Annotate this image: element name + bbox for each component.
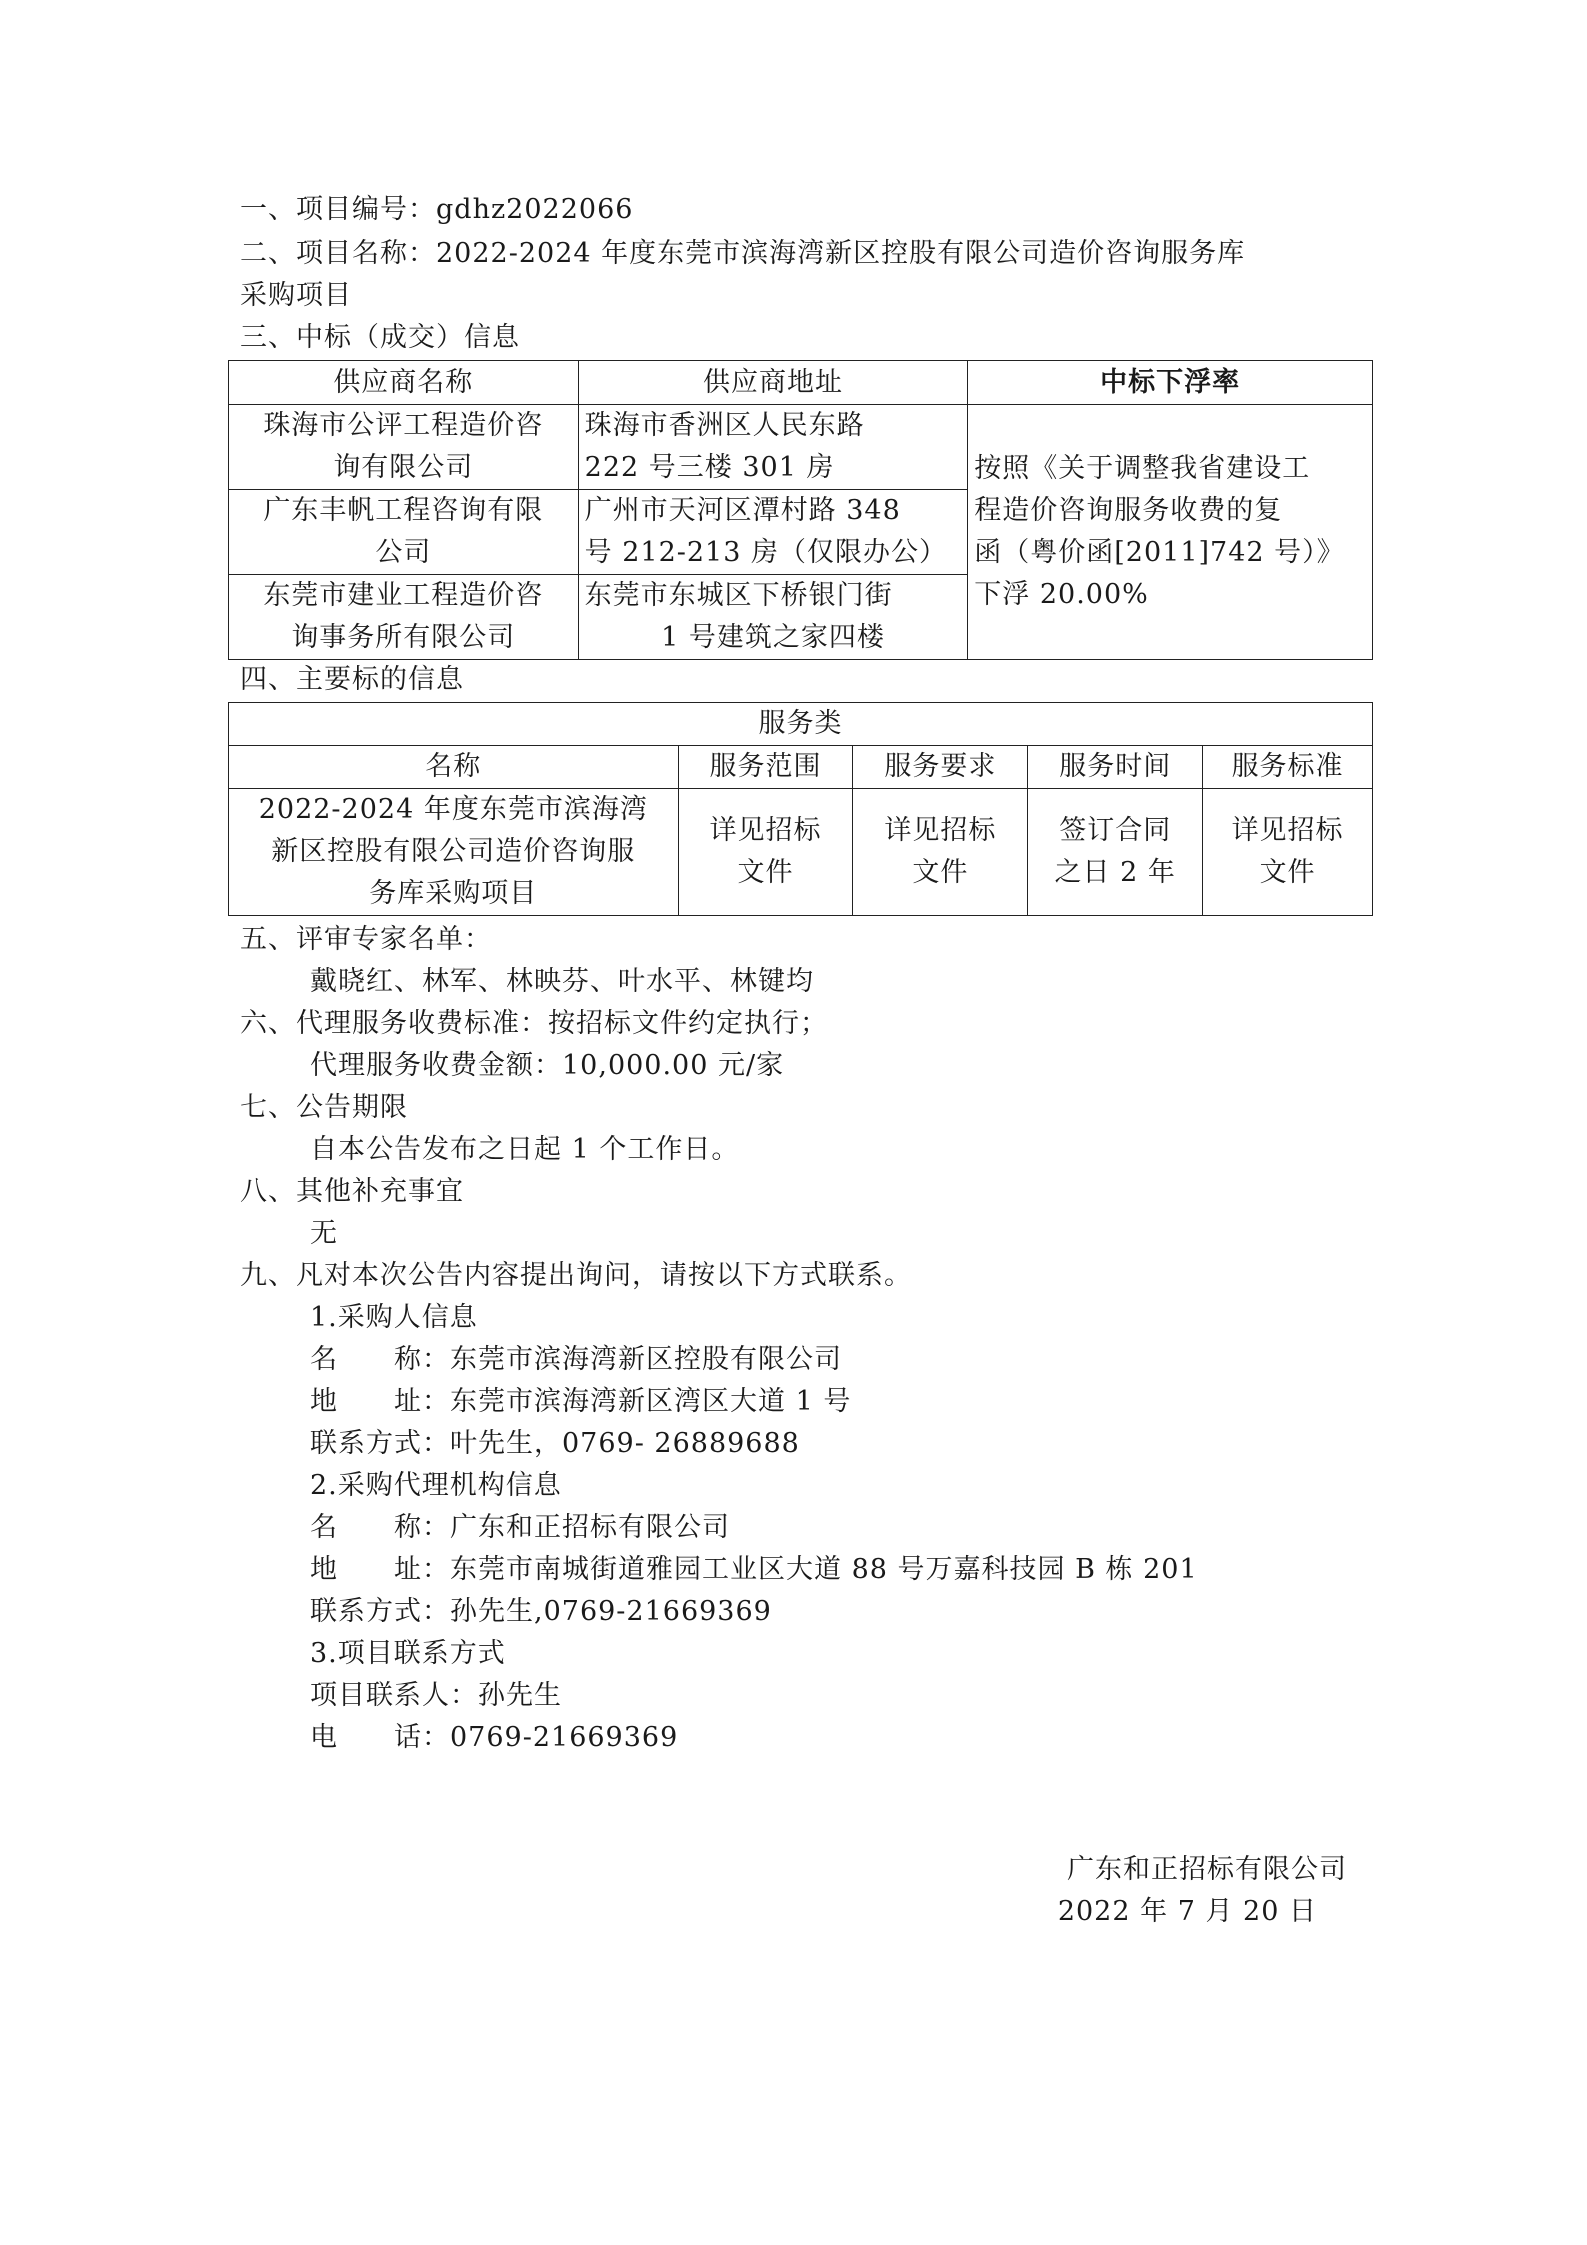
buyer-address: 地 址：东莞市滨海湾新区湾区大道 1 号 xyxy=(310,1386,852,1417)
signature-date: 2022 年 7 月 20 日 xyxy=(1057,1896,1317,1927)
scope-line: 详见招标 xyxy=(709,815,822,846)
discount-rate-line: 按照《关于调整我省建设工 xyxy=(974,453,1311,484)
requirement-line: 文件 xyxy=(912,857,969,888)
supplier-name-line: 询事务所有限公司 xyxy=(291,622,516,653)
time-line: 之日 2 年 xyxy=(1054,857,1176,888)
supplier-address-line: 珠海市香洲区人民东路 xyxy=(584,410,865,441)
header-time: 服务时间 xyxy=(1028,746,1203,789)
scope-cell xyxy=(678,789,853,916)
section-project-name-cont: 采购项目 xyxy=(240,280,352,311)
discount-rate-line: 程造价咨询服务收费的复 xyxy=(974,495,1283,526)
supplier-address-cell xyxy=(578,575,968,660)
supplier-address-line: 东莞市东城区下桥银门街 xyxy=(584,580,893,611)
other-body: 无 xyxy=(310,1218,338,1249)
table-row xyxy=(229,789,1373,916)
agency-fee-amount: 代理服务收费金额：10,000.00 元/家 xyxy=(310,1050,785,1081)
agent-name: 名 称：广东和正招标有限公司 xyxy=(310,1512,730,1543)
supplier-name-cell xyxy=(229,575,579,660)
requirement-line: 详见招标 xyxy=(884,815,997,846)
time-line: 签订合同 xyxy=(1059,815,1172,846)
section-subject-info: 四、主要标的信息 xyxy=(240,664,464,695)
subject-name-line: 新区控股有限公司造价咨询服 xyxy=(271,836,636,867)
project-contact-title: 3.项目联系方式 xyxy=(310,1638,506,1669)
header-supplier-name: 供应商名称 xyxy=(229,361,579,405)
agent-info-title: 2.采购代理机构信息 xyxy=(310,1470,562,1501)
discount-rate-line: 下浮 20.00% xyxy=(974,579,1149,610)
standard-line: 详见招标 xyxy=(1231,815,1344,846)
experts-list: 戴晓红、林军、林映芬、叶水平、林键均 xyxy=(310,966,814,997)
supplier-name-line: 询有限公司 xyxy=(333,452,474,483)
supplier-name-line: 公司 xyxy=(375,537,432,568)
supplier-address-line: 广州市天河区潭村路 348 xyxy=(584,495,901,526)
supplier-name-line: 东莞市建业工程造价咨 xyxy=(263,580,544,611)
buyer-name: 名 称：东莞市滨海湾新区控股有限公司 xyxy=(310,1344,842,1375)
subject-table xyxy=(228,702,1373,916)
section-winner-info: 三、中标（成交）信息 xyxy=(240,322,520,353)
section-notice-period: 七、公告期限 xyxy=(240,1092,408,1123)
supplier-name-line: 广东丰帆工程咨询有限 xyxy=(263,495,544,526)
agent-address: 地 址：东莞市南城街道雅园工业区大道 88 号万嘉科技园 B 栋 201 xyxy=(310,1554,1198,1585)
buyer-info-title: 1.采购人信息 xyxy=(310,1302,478,1333)
section-other: 八、其他补充事宜 xyxy=(240,1176,464,1207)
section-experts: 五、评审专家名单： xyxy=(240,924,492,955)
header-discount-rate: 中标下浮率 xyxy=(968,361,1373,405)
agent-contact: 联系方式：孙先生,0769-21669369 xyxy=(310,1596,772,1627)
header-standard: 服务标准 xyxy=(1203,746,1373,789)
header-supplier-address: 供应商地址 xyxy=(578,361,968,405)
discount-rate-line: 函（粤价函[2011]742 号）》 xyxy=(974,537,1345,568)
notice-period-body: 自本公告发布之日起 1 个工作日。 xyxy=(310,1134,740,1165)
header-name: 名称 xyxy=(229,746,679,789)
section-project-name: 二、项目名称：2022-2024 年度东莞市滨海湾新区控股有限公司造价咨询服务库 xyxy=(240,238,1246,269)
header-scope: 服务范围 xyxy=(678,746,853,789)
supplier-address-cell xyxy=(578,405,968,490)
supplier-address-line: 1 号建筑之家四楼 xyxy=(661,622,885,653)
scope-line: 文件 xyxy=(737,857,794,888)
buyer-contact: 联系方式：叶先生，0769- 26889688 xyxy=(310,1428,800,1459)
project-contact-person: 项目联系人：孙先生 xyxy=(310,1680,562,1711)
signature-company: 广东和正招标有限公司 xyxy=(1067,1854,1347,1885)
supplier-address-line: 号 212-213 房（仅限办公） xyxy=(584,537,947,568)
standard-line: 文件 xyxy=(1259,857,1316,888)
discount-rate-cell xyxy=(968,405,1373,660)
supplier-name-cell xyxy=(229,490,579,575)
requirement-cell xyxy=(853,789,1028,916)
supplier-name-line: 珠海市公评工程造价咨 xyxy=(263,410,544,441)
winners-table xyxy=(228,360,1373,660)
supplier-address-line: 222 号三楼 301 房 xyxy=(584,452,835,483)
section-agency-fee: 六、代理服务收费标准：按招标文件约定执行； xyxy=(240,1008,828,1039)
subject-name-cell xyxy=(229,789,679,916)
time-cell xyxy=(1028,789,1203,916)
supplier-name-cell xyxy=(229,405,579,490)
table-row xyxy=(229,405,1373,490)
standard-cell xyxy=(1203,789,1373,916)
category-cell: 服务类 xyxy=(229,703,1373,746)
project-contact-phone: 电 话：0769-21669369 xyxy=(310,1722,679,1753)
section-contact: 九、凡对本次公告内容提出询问，请按以下方式联系。 xyxy=(240,1260,912,1291)
subject-name-line: 务库采购项目 xyxy=(369,878,538,909)
subject-name-line: 2022-2024 年度东莞市滨海湾 xyxy=(258,794,648,825)
header-requirement: 服务要求 xyxy=(853,746,1028,789)
supplier-address-cell xyxy=(578,490,968,575)
section-project-number: 一、项目编号：gdhz2022066 xyxy=(240,194,634,225)
